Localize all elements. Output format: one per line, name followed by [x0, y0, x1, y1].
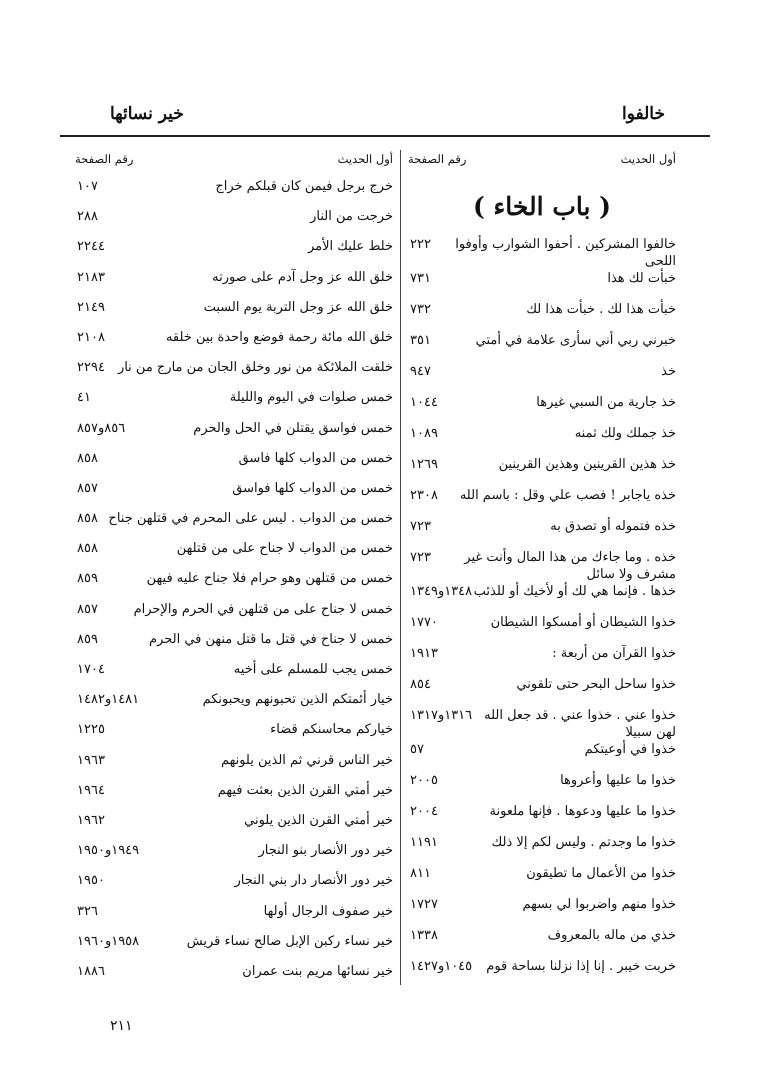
- right-column: [408, 152, 676, 989]
- index-entry: [408, 487, 676, 518]
- index-entry: [408, 645, 676, 676]
- index-entry: [75, 963, 393, 993]
- entry-text: خير الناس قرني ثم الذين يلونهم: [220, 752, 393, 768]
- entry-page: ٧٣١: [410, 271, 431, 286]
- entry-text: خبأت لك هذا: [607, 271, 676, 286]
- index-entry: [408, 301, 676, 332]
- index-entry: [75, 782, 393, 812]
- entry-page: ١٩٦٢: [77, 812, 105, 828]
- entry-page: ٨٥٩: [77, 571, 98, 587]
- index-entry: [75, 238, 393, 268]
- section-title: ( باب الخاء ): [473, 192, 611, 221]
- entry-text: خلق الله مائة رحمة فوضع واحدة بين خلقه: [165, 329, 393, 345]
- index-entry: [75, 752, 393, 782]
- entry-text: خير دور الأنصار دار بني النجار: [234, 873, 393, 889]
- entry-page: ٢٢٤٤: [77, 239, 105, 255]
- entry-text: خياركم محاسنكم قضاء: [270, 722, 393, 738]
- entry-page: ٢٠٠٤: [410, 804, 438, 819]
- index-entry: [408, 332, 676, 363]
- index-entry: [75, 178, 393, 208]
- entry-page: ٤١: [77, 390, 91, 406]
- entry-text: خمس لا جناح في قتل ما قتل منهن في الحرم: [149, 631, 393, 647]
- entry-text: خرجت من النار: [310, 209, 393, 225]
- page-number: ٢١١: [110, 1018, 133, 1034]
- index-entry: [75, 329, 393, 359]
- entry-page: ٨٥٨: [77, 511, 98, 527]
- entry-text: خمس فواسق يقتلن في الحل والحرم: [193, 420, 393, 436]
- index-entry: [408, 583, 676, 614]
- entry-page: ٨٥٨: [77, 450, 98, 466]
- left-column: [75, 152, 393, 993]
- index-entry: [75, 420, 393, 450]
- index-entry: [75, 269, 393, 299]
- entry-page: ١٩٥٨و١٩٦٠: [77, 933, 140, 949]
- entry-page: ١٩٦٣: [77, 752, 105, 768]
- entry-text: خيار أئمتكم الذين تحبونهم ويحبونكم: [202, 692, 393, 708]
- index-entry: [408, 456, 676, 487]
- index-entry: [75, 872, 393, 902]
- index-entry: [408, 927, 676, 958]
- running-head-right: خالفوا: [622, 104, 665, 124]
- index-entry: [408, 707, 676, 741]
- index-entry: [75, 721, 393, 751]
- entry-text: خالفوا المشركين . أحفوا الشوارب وأوفوا اللحى: [455, 237, 676, 269]
- entry-page: ١٢٢٥: [77, 722, 105, 738]
- entry-page: ١١٩١: [410, 835, 438, 850]
- index-entry: [75, 389, 393, 419]
- index-entry: [75, 299, 393, 329]
- index-entry: [75, 842, 393, 872]
- column-divider: [400, 150, 401, 985]
- entry-text: خذوا عني . خذوا عني . قد جعل الله لهن سبيلا: [484, 708, 676, 740]
- entry-text: خمس صلوات في اليوم والليلة: [229, 390, 393, 406]
- entry-page: ٧٣٢: [410, 302, 431, 317]
- col-hadith-label: أول الحديث: [337, 152, 393, 166]
- header-rule: [60, 135, 710, 137]
- entry-page: ٢٢٩٤: [77, 360, 105, 376]
- index-entry: [408, 425, 676, 456]
- entry-text: خذوا ما عليها ودعوها . فإنها ملعونة: [489, 804, 676, 819]
- left-entries: [75, 178, 393, 993]
- entry-text: خذ هذين القرينين وهذين القرينين: [498, 457, 676, 472]
- col-page-label: رقم الصفحة: [408, 152, 467, 166]
- entry-text: خذوا من الأعمال ما تطيقون: [526, 866, 676, 881]
- index-entry: [408, 834, 676, 865]
- entry-text: خذ: [661, 364, 676, 379]
- running-head-left: خير نسائها: [110, 104, 184, 124]
- entry-text: خلق الله عز وجل التربة يوم السبت: [203, 299, 393, 315]
- col-page-label: رقم الصفحة: [75, 152, 134, 166]
- entry-page: ١٣٤٨و١٣٤٩: [410, 584, 473, 599]
- entry-text: خير أمتي القرن الذين يلوني: [244, 812, 393, 828]
- entry-page: ٢٠٠٥: [410, 773, 438, 788]
- entry-text: خمس من قتلهن وهو حرام فلا جناح عليه فيهن: [146, 571, 393, 587]
- entry-page: ٨١١: [410, 866, 431, 881]
- index-entry: [75, 359, 393, 389]
- entry-text: خمس من الدواب كلها فاسق: [238, 450, 393, 466]
- index-entry: [408, 394, 676, 425]
- entry-text: خذه ياجابر ! فصب علي وقل : باسم الله: [459, 488, 676, 503]
- entry-text: خمس من الدواب كلها فواسق: [232, 480, 393, 496]
- entry-page: ٣٥١: [410, 333, 431, 348]
- index-entry: [75, 450, 393, 480]
- entry-page: ٧٢٣: [410, 519, 431, 534]
- entry-text: خلق الله عز وجل آدم على صورته: [212, 269, 393, 285]
- index-entry: [408, 363, 676, 394]
- entry-page: ٨٥٨: [77, 541, 98, 557]
- entry-text: خذها . فإنما هي لك أو لأخيك أو للذئب: [473, 584, 676, 599]
- index-entry: [75, 812, 393, 842]
- entry-text: خذ جملك ولك ثمنه: [574, 426, 676, 441]
- entry-page: ١٩٦٤: [77, 782, 105, 798]
- entry-page: ١٧٠٤: [77, 662, 105, 677]
- index-entry: [75, 540, 393, 570]
- index-entry: [408, 865, 676, 896]
- index-entry: [408, 772, 676, 803]
- entry-page: ٨٥٧: [77, 480, 98, 496]
- entry-text: خذوا القرآن من أربعة :: [552, 646, 676, 661]
- index-entry: [75, 933, 393, 963]
- entry-page: ١٧٢٧: [410, 897, 438, 912]
- entry-page: ١٣٣٨: [410, 928, 438, 943]
- entry-text: خذوا منهم واضربوا لي بسهم: [522, 897, 676, 912]
- entry-page: ٨٥٤: [410, 677, 431, 692]
- entry-page: ٩٤٧: [410, 364, 431, 379]
- entry-page: ٢٢٢: [410, 237, 431, 252]
- entry-text: خذ جارية من السبي غيرها: [536, 395, 676, 410]
- index-entry: [408, 741, 676, 772]
- entry-page: ٢٨٨: [77, 209, 98, 225]
- entry-page: ١٧٧٠: [410, 615, 438, 630]
- index-entry: [75, 570, 393, 600]
- entry-page: ١٠٧: [77, 179, 98, 194]
- index-entry: [75, 903, 393, 933]
- index-entry: [75, 661, 393, 691]
- entry-text: خذي من ماله بالمعروف: [547, 928, 676, 943]
- entry-page: ٢٣٠٨: [410, 488, 438, 503]
- left-column-header: [75, 152, 393, 178]
- index-entry: [75, 480, 393, 510]
- entry-text: خربت خيبر . إنا إذا نزلنا بساحة قوم: [486, 959, 676, 974]
- index-entry: [75, 631, 393, 661]
- index-entry: [408, 614, 676, 645]
- entry-text: خمس من الدواب . ليس على المحرم في قتلهن جناح: [108, 511, 393, 527]
- index-entry: [75, 691, 393, 721]
- entry-text: خير أمتي القرن الذين بعثت فيهم: [217, 782, 393, 798]
- entry-text: خير نسائها مريم بنت عمران: [242, 963, 393, 979]
- entry-page: ١٠٤٥و١٤٢٧: [410, 959, 473, 974]
- entry-text: خذوا ما عليها وأعروها: [560, 773, 676, 788]
- index-entry: [408, 958, 676, 989]
- right-column-header: [408, 152, 676, 178]
- entry-text: خبرني ربي أني سأرى علامة في أمتي: [475, 333, 676, 348]
- entry-text: خرج برجل فيمن كان قبلكم خراج: [215, 179, 393, 194]
- entry-text: خمس لا جناح على من قتلهن في الحرم والإحرام: [133, 601, 393, 617]
- entry-text: خلط عليك الأمر: [307, 239, 393, 255]
- entry-text: خمس يجب للمسلم على أخيه: [233, 662, 393, 677]
- entry-page: ١٩٥٠: [77, 873, 105, 889]
- entry-page: ٢١٠٨: [77, 329, 105, 345]
- index-entry: [408, 236, 676, 270]
- entry-text: خمس من الدواب لا جناح على من قتلهن: [176, 541, 393, 557]
- entry-page: ٢١٨٣: [77, 269, 105, 285]
- entry-page: ٨٥٧: [77, 601, 98, 617]
- entry-page: ١٩٤٩و١٩٥٠: [77, 843, 140, 859]
- entry-text: خذه . وما جاءك من هذا المال وأنت غير مشرف ولا سائل: [464, 550, 676, 582]
- index-entry: [408, 896, 676, 927]
- entry-text: خير دور الأنصار بنو النجار: [258, 843, 393, 859]
- entry-page: ١٢٦٩: [410, 457, 438, 472]
- entry-page: ١٣١٦و١٣١٧: [410, 708, 473, 723]
- entry-page: ١٤٨١و١٤٨٢: [77, 692, 140, 708]
- entry-page: ٨٥٩: [77, 631, 98, 647]
- entry-text: خلقت الملائكة من نور وخلق الجان من مارج من نار: [117, 360, 393, 376]
- entry-text: خير نساء ركبن الإبل صالح نساء قريش: [186, 933, 393, 949]
- entry-page: ١٨٨٦: [77, 963, 105, 979]
- entry-text: خبأت هذا لك . خبأت هذا لك: [526, 302, 676, 317]
- entry-text: خذوا الشيطان أو أمسكوا الشيطان: [490, 615, 676, 630]
- entry-page: ٣٢٦: [77, 903, 98, 919]
- index-entry: [408, 549, 676, 583]
- index-entry: [408, 803, 676, 834]
- entry-page: ١٠٨٩: [410, 426, 438, 441]
- entry-page: ١٩١٣: [410, 646, 438, 661]
- right-entries: [408, 236, 676, 989]
- index-entry: [408, 676, 676, 707]
- entry-text: خذه فتموله أو تصدق به: [550, 519, 676, 534]
- entry-text: خذوا ما وجدتم . وليس لكم إلا ذلك: [491, 835, 676, 850]
- entry-page: ٥٧: [410, 742, 424, 757]
- entry-page: ١٠٤٤: [410, 395, 438, 410]
- entry-text: خير صفوف الرجال أولها: [263, 903, 393, 919]
- entry-text: خذوا ساحل البحر حتى تلقوني: [516, 677, 676, 692]
- index-entry: [408, 270, 676, 301]
- index-entry: [75, 208, 393, 238]
- index-entry: [75, 510, 393, 540]
- index-entry: [75, 601, 393, 631]
- entry-page: ٧٢٣: [410, 550, 431, 565]
- entry-page: ٨٥٦و٨٥٧: [77, 420, 126, 436]
- col-hadith-label: أول الحديث: [620, 152, 676, 166]
- entry-page: ٢١٤٩: [77, 299, 105, 315]
- index-entry: [408, 518, 676, 549]
- entry-text: خذوا في أوعيتكم: [584, 742, 676, 757]
